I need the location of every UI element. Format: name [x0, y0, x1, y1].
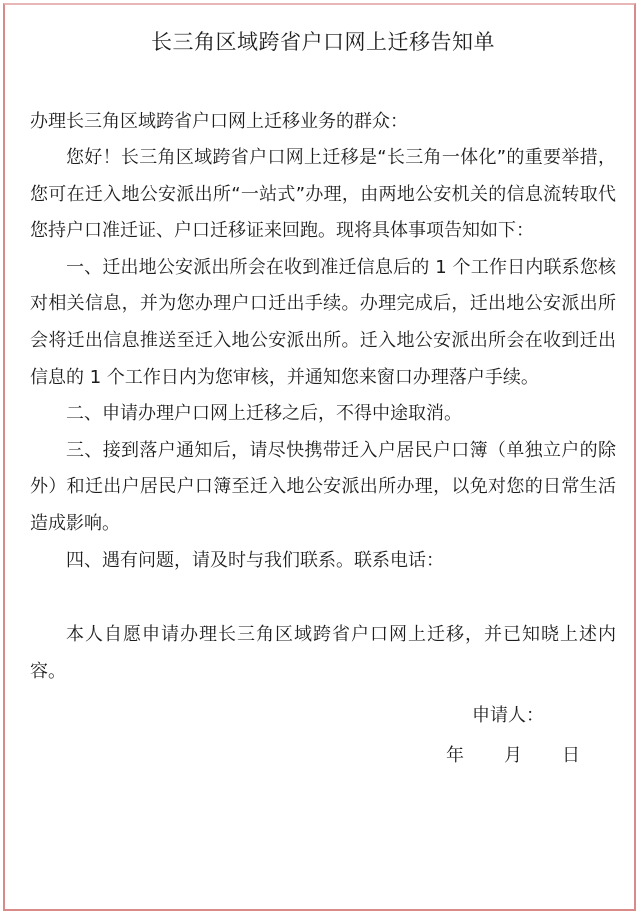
item-one-paragraph: 一、迁出地公安派出所会在收到准迁信息后的 1 个工作日内联系您核对相关信息，并为您办理户口迁出手续。办理完成后，迁出地公安派出所会将迁出信息推送至迁入地公安派出所。迁入地公安派出所会在收到迁出信息的 1 个工作日内为您审核，并通知您来窗口办理落户手续。	[30, 256, 616, 388]
notice-document	[30, 22, 616, 776]
date-year-label: 年	[446, 745, 464, 767]
salutation: 办理长三角区域跨省户口网上迁移业务的群众：	[30, 111, 408, 132]
blank-space	[30, 579, 616, 617]
signature-date	[30, 736, 616, 776]
item-four-paragraph: 四、遇有问题，请及时与我们联系。联系电话：	[66, 549, 444, 571]
item-three-paragraph: 三、接到落户通知后，请尽快携带迁入户居民户口簿（单独立户的除外）和迁出户居民户口簿至迁入地公安派出所办理，以免对您的日常生活造成影响。	[30, 439, 616, 534]
item-two-paragraph: 二、申请办理户口网上迁移之后，不得中途取消。	[66, 403, 462, 425]
date-month-label: 月	[504, 745, 522, 767]
applicant-signature-label: 申请人：	[472, 705, 544, 727]
date-day-label: 日	[562, 745, 580, 767]
declaration-paragraph: 本人自愿申请办理长三角区域跨省户口网上迁移，并已知晓上述内容。	[30, 624, 616, 682]
intro-paragraph: 您好！长三角区域跨省户口网上迁移是“长三角一体化”的重要举措，您可在迁入地公安派出所“一站式”办理，由两地公安机关的信息流转取代您持户口准迁证、户口迁移证来回跑。现将具体事项告知如下：	[30, 147, 616, 242]
document-title: 长三角区域跨省户口网上迁移告知单	[151, 30, 495, 54]
